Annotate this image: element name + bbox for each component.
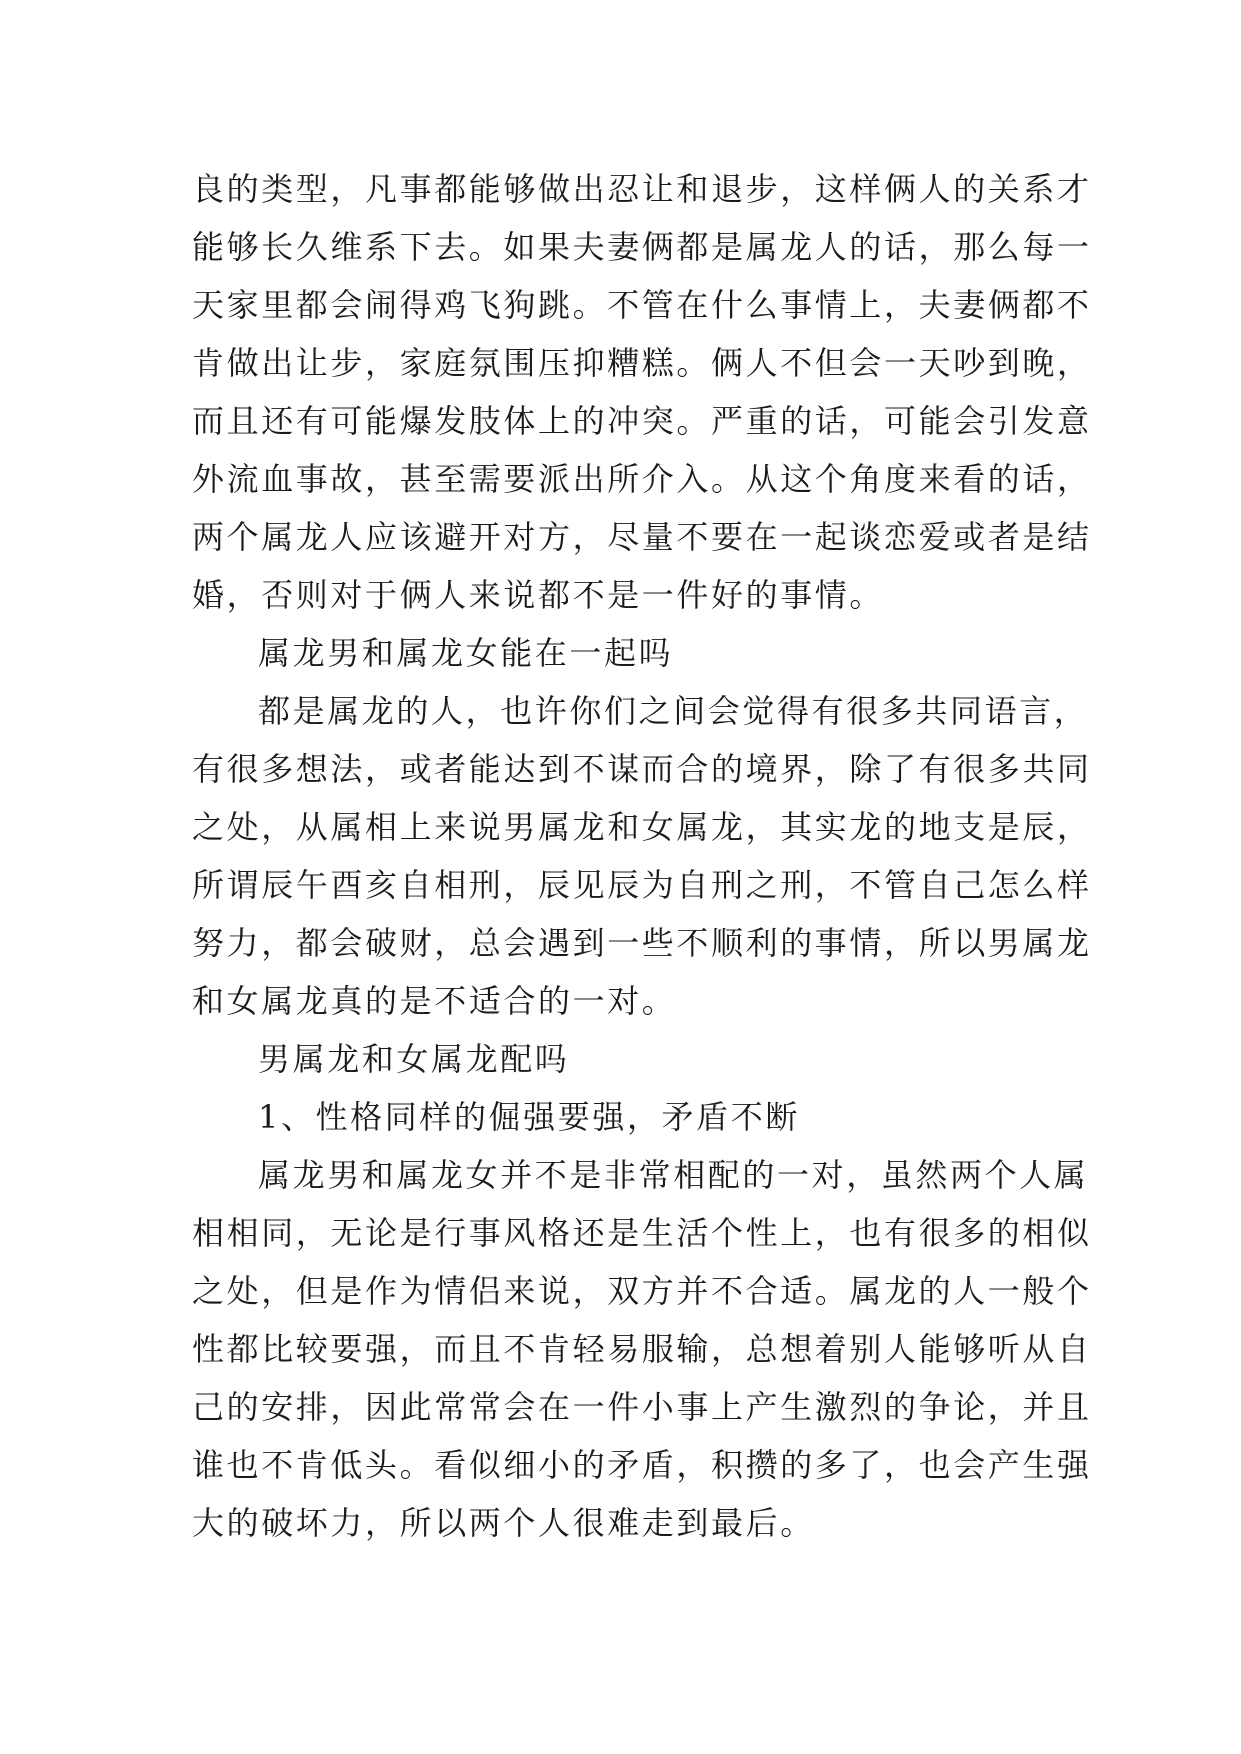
section-heading: 属龙男和属龙女能在一起吗 xyxy=(258,634,674,672)
text-line: 而且还有可能爆发肢体上的冲突。严重的话，可能会引发意 xyxy=(192,402,1092,440)
text-line: 有很多想法，或者能达到不谋而合的境界，除了有很多共同 xyxy=(192,750,1092,788)
subsection-heading: 1、性格同样的倔强要强，矛盾不断 xyxy=(258,1098,800,1136)
text-line: 能够长久维系下去。如果夫妻俩都是属龙人的话，那么每一 xyxy=(192,228,1092,266)
text-line: 之处，但是作为情侣来说，双方并不合适。属龙的人一般个 xyxy=(192,1272,1092,1310)
text-line: 大的破坏力，所以两个人很难走到最后。 xyxy=(192,1504,815,1542)
body-text xyxy=(192,160,1092,1552)
text-line: 属龙男和属龙女并不是非常相配的一对，虽然两个人属 xyxy=(258,1156,1089,1194)
text-line: 之处，从属相上来说男属龙和女属龙，其实龙的地支是辰， xyxy=(192,808,1092,846)
text-line: 良的类型，凡事都能够做出忍让和退步，这样俩人的关系才 xyxy=(192,170,1092,208)
text-line: 努力，都会破财，总会遇到一些不顺利的事情，所以男属龙 xyxy=(192,924,1092,962)
text-line: 外流血事故，甚至需要派出所介入。从这个角度来看的话， xyxy=(192,460,1092,498)
text-line: 都是属龙的人，也许你们之间会觉得有很多共同语言， xyxy=(258,692,1089,730)
text-line: 所谓辰午酉亥自相刑，辰见辰为自刑之刑，不管自己怎么样 xyxy=(192,866,1092,904)
text-line: 和女属龙真的是不适合的一对。 xyxy=(192,982,677,1020)
text-line: 性都比较要强，而且不肯轻易服输，总想着别人能够听从自 xyxy=(192,1330,1092,1368)
text-line: 天家里都会闹得鸡飞狗跳。不管在什么事情上，夫妻俩都不 xyxy=(192,286,1092,324)
text-line: 婚，否则对于俩人来说都不是一件好的事情。 xyxy=(192,576,885,614)
text-line: 两个属龙人应该避开对方，尽量不要在一起谈恋爱或者是结 xyxy=(192,518,1092,556)
text-line: 肯做出让步，家庭氛围压抑糟糕。俩人不但会一天吵到晚， xyxy=(192,344,1092,382)
text-line: 相相同，无论是行事风格还是生活个性上，也有很多的相似 xyxy=(192,1214,1092,1252)
text-line: 谁也不肯低头。看似细小的矛盾，积攒的多了，也会产生强 xyxy=(192,1446,1092,1484)
section-heading: 男属龙和女属龙配吗 xyxy=(258,1040,570,1078)
text-line: 己的安排，因此常常会在一件小事上产生激烈的争论，并且 xyxy=(192,1388,1092,1426)
